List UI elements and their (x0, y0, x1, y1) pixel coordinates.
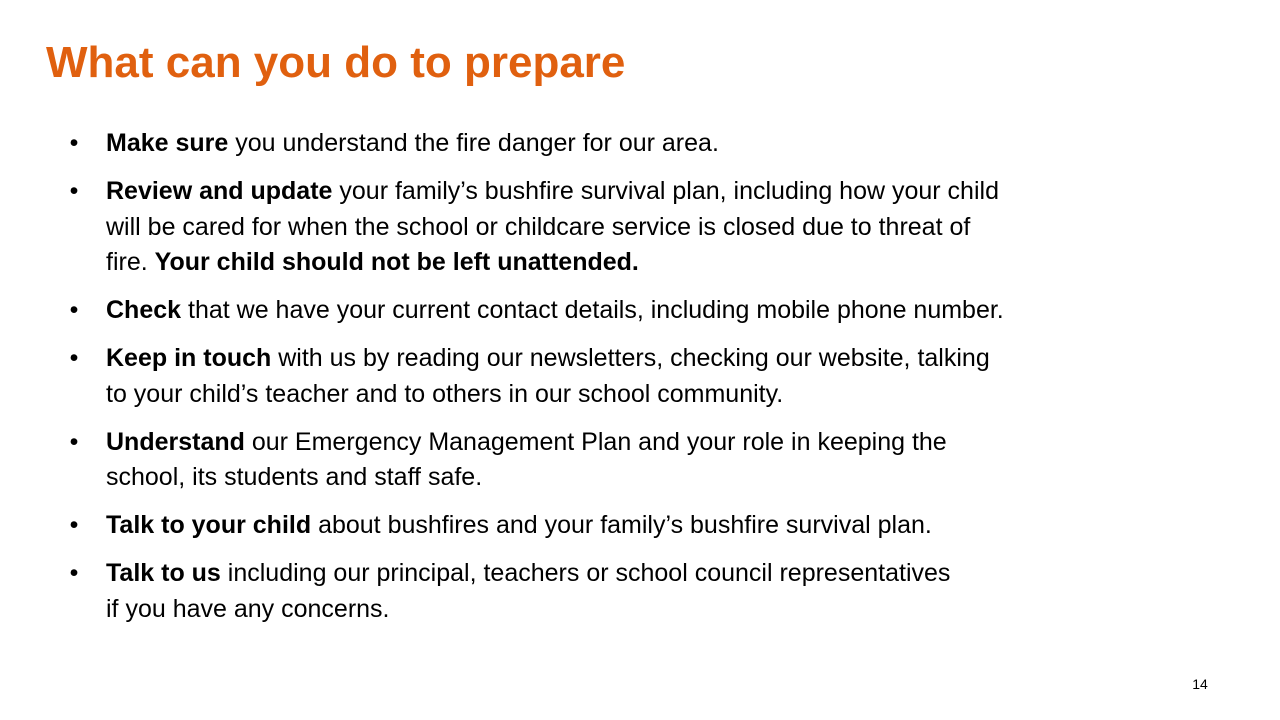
bullet-lead-bold: Check (106, 296, 182, 324)
bullet-body-text: if you have any concerns. (106, 594, 390, 623)
bullet-body-text: will be cared for when the school or childcare service is closed due to threat of (106, 212, 971, 241)
bullet-item (0, 556, 1200, 627)
bullet-lead-bold: Keep in touch (106, 344, 272, 372)
bullet-dot-icon: • (69, 296, 79, 324)
bullet-line (106, 174, 1200, 210)
bullet-text (106, 556, 1200, 627)
bullet-dot-icon: • (69, 177, 79, 205)
bullet-text (106, 126, 1200, 162)
bullet-body-text: about bushfires and your family’s bushfire survival plan. (311, 511, 932, 539)
bullet-line (106, 425, 1200, 461)
bullet-lead-bold: Understand (106, 427, 245, 456)
page-number: 14 (1192, 676, 1208, 692)
bullet-body-text: our Emergency Management Plan and your role in keeping the (244, 427, 947, 456)
bullet-lead-bold: Talk to us (106, 559, 221, 587)
bullet-body-text: with us by reading our newsletters, checking our website, talking (271, 344, 990, 372)
bullet-line (106, 126, 1200, 162)
slide-title: What can you do to prepare (46, 38, 626, 87)
bullet-emphasis-bold: Your child should not be left unattended. (154, 248, 639, 276)
bullet-dot-icon: • (69, 511, 79, 539)
bullet-text (106, 508, 1200, 544)
bullet-item (0, 174, 1200, 281)
bullet-text (106, 293, 1200, 329)
bullet-text (106, 341, 1200, 412)
bullet-list (0, 126, 1200, 640)
bullet-text (106, 425, 1200, 496)
bullet-item (0, 341, 1200, 412)
bullet-dot-icon: • (69, 559, 79, 587)
bullet-dot-icon: • (69, 427, 79, 456)
bullet-item (0, 425, 1200, 496)
bullet-dot-icon: • (69, 344, 79, 372)
bullet-line (106, 508, 1200, 544)
bullet-item (0, 508, 1200, 544)
bullet-dot-icon: • (69, 129, 79, 157)
bullet-lead-bold: Make sure (106, 129, 229, 157)
bullet-lead-bold: Review and update (106, 177, 333, 205)
bullet-line (106, 341, 1200, 377)
bullet-line (106, 377, 1200, 413)
bullet-line (106, 592, 1200, 628)
bullet-text (106, 174, 1200, 281)
bullet-line (106, 293, 1200, 329)
bullet-body-text: your family’s bushfire survival plan, including how your child (332, 177, 999, 205)
bullet-body-text: that we have your current contact details, including mobile phone number. (181, 296, 1004, 324)
bullet-item (0, 126, 1200, 162)
bullet-line (106, 245, 1200, 281)
bullet-line (106, 556, 1200, 592)
bullet-body-text: fire. (106, 248, 155, 276)
bullet-body-text: to your child’s teacher and to others in our school community. (106, 379, 784, 408)
bullet-body-text: including our principal, teachers or school council representatives (220, 559, 951, 587)
bullet-body-text: school, its students and staff safe. (106, 463, 483, 491)
bullet-body-text: you understand the fire danger for our area. (228, 129, 719, 157)
bullet-line (106, 210, 1200, 246)
bullet-line (106, 460, 1200, 496)
bullet-lead-bold: Talk to your child (106, 511, 312, 539)
bullet-item (0, 293, 1200, 329)
